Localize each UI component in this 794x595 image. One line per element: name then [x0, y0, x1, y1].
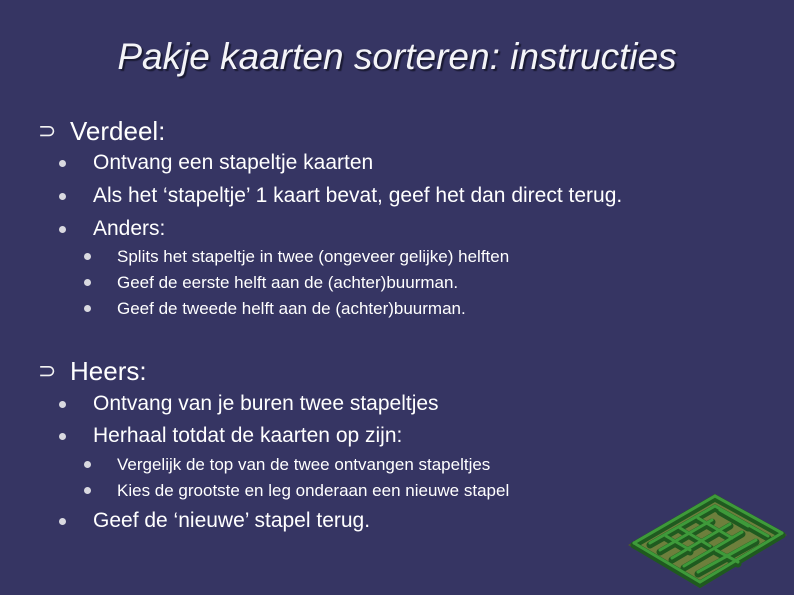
curved-arrow-icon: ⊃ — [38, 118, 57, 143]
slide-title: Pakje kaarten sorteren: instructies — [117, 36, 677, 77]
section-heading-verdeel: Verdeel: — [70, 116, 166, 146]
sub-list-item: Vergelijk de top van de twee ontvangen stapeltjes — [117, 455, 491, 474]
dot-bullet-icon — [59, 193, 66, 200]
dot-bullet-icon — [59, 433, 66, 440]
sub-list-item: Kies de grootste en leg onderaan een nieuwe stapel — [117, 481, 510, 500]
sub-list-item: Geef de eerste helft aan de (achter)buurman. — [117, 273, 459, 292]
list-item: Anders: — [93, 217, 166, 240]
list-item: Herhaal totdat de kaarten op zijn: — [93, 424, 403, 447]
list-item: Geef de ‘nieuwe’ stapel terug. — [93, 509, 371, 532]
dot-bullet-icon — [84, 461, 91, 468]
dot-bullet-icon — [59, 226, 66, 233]
curved-arrow-icon: ⊃ — [38, 358, 57, 383]
list-item: Ontvang een stapeltje kaarten — [93, 151, 374, 174]
dot-bullet-icon — [84, 253, 91, 260]
dot-bullet-icon — [84, 305, 91, 312]
dot-bullet-icon — [59, 518, 66, 525]
list-item: Als het ‘stapeltje’ 1 kaart bevat, geef het dan direct terug. — [93, 184, 623, 207]
sub-list-item: Splits het stapeltje in twee (ongeveer gelijke) helften — [117, 247, 510, 266]
sub-list-item: Geef de tweede helft aan de (achter)buurman. — [117, 299, 466, 318]
dot-bullet-icon — [59, 401, 66, 408]
dot-bullet-icon — [84, 279, 91, 286]
hedge-maze-icon — [620, 490, 790, 590]
section-heading-heers: Heers: — [70, 356, 147, 386]
list-item: Ontvang van je buren twee stapeltjes — [93, 392, 439, 415]
dot-bullet-icon — [84, 487, 91, 494]
dot-bullet-icon — [59, 160, 66, 167]
